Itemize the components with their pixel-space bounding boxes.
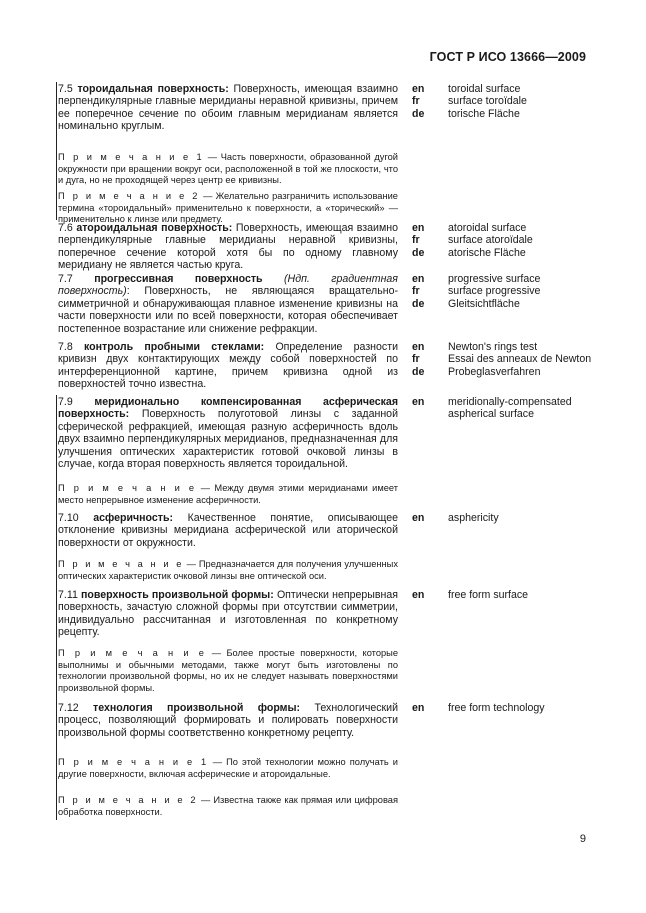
definition-text: : Поверхность, не являющаяся вращательно-симметричной и обнаруживающая плавное изменение кривизны на части поверхности или по всей поверхности, которая обеспечивает постепенное возрастание или снижение рефракции.: [58, 285, 398, 335]
term-definition: 7.10 асферичность: Качественное понятие, описывающее отклонение кривизны меридиана асферической или аторической поверхности от окружности.: [58, 512, 398, 549]
language-equivalents: en meridionally-compensated aspherical surface: [412, 396, 572, 421]
note: П р и м е ч а н и е 1 — Часть поверхности, образованной дугой окружности при вращении вокруг оси, расположенной в той же плоскости, что и дуга, но не проходящей через центр ее кривизны.: [58, 152, 398, 186]
note: П р и м е ч а н и е — Более простые поверхности, которые выполнимы и обычными методами, также могут быть изготовлены по технологии произвольной формы, но их не следует называть поверхностями произвольной формы.: [58, 648, 399, 693]
language-equivalents: en Newton's rings test fr Essai des anneaux de Newton de Probeglasverfahren: [412, 341, 592, 378]
document-header: ГОСТ Р ИСО 13666—2009: [429, 50, 586, 64]
revision-bar: [56, 395, 57, 820]
language-equivalents: en atoroidal surface fr surface atoroïdale de atorische Fläche: [412, 222, 533, 259]
note: П р и м е ч а н и е 1 — По этой технологии можно получать и другие поверхности, включая асферические и атороидальные.: [58, 757, 398, 779]
term-definition: 7.8 контроль пробными стеклами: Определение разности кривизн двух контактирующих между собой поверхностей по интерференционной картине, причем кривизна одной из поверхностей точно известна.: [58, 341, 398, 391]
definition-text: Качественное понятие, описывающее отклонение кривизны меридиана асферической или аторической поверхности от окружности.: [58, 512, 398, 549]
term-name: поверхность произвольной формы:: [81, 589, 274, 601]
note: П р и м е ч а н и е 2 — Желательно разграничить использование термина «тороидальный» применительно к поверхности, а «торический» — применительно к линзе или предмету.: [58, 191, 398, 225]
definition-text: Поверхность, имеющая взаимно перпендикулярные главные меридианы неравной кривизны, причем ее поперечное сечение по обоим главным меридианам является номинально круглым.: [58, 83, 398, 133]
term-definition: 7.7 прогрессивная поверхность (Ндп. градиентная поверхность): Поверхность, не являющаяся вращательно-симметричной и обнаруживающая плавное изменение кривизны на части поверхности или по всей поверхности, которая обеспечивает постепенное возрастание или снижение рефракции.: [58, 273, 398, 335]
revision-bar: [56, 82, 57, 220]
term-definition: 7.9 меридионально компенсированная асферическая поверхность: Поверхность полуготовой линзы с заданной сферической рефракцией, имеющая разную асферичность вдоль двух взаимно перпендикулярных меридианов, предназначенная для улучшения оптических характеристик готовой очковой линзы в случае, когда вторая поверхность является тороидальной.: [58, 396, 399, 471]
term-definition: 7.11 поверхность произвольной формы: Оптически непрерывная поверхность, зачастую сложной формы при отсутствии симметрии, индивидуально рассчитанная и изготовленная по конкретному рецепту.: [58, 589, 398, 639]
deprecated-term: (Ндп. градиентная поверхность): [58, 273, 398, 298]
term-name: прогрессивная поверхность: [94, 273, 263, 285]
definition-text: Технологический процесс, позволяющий формировать и полировать поверхности произвольной формы соответственно конкретному рецепту.: [58, 702, 398, 739]
language-equivalents: en progressive surface fr surface progressive de Gleitsichtfläche: [412, 273, 541, 310]
language-equivalents: en free form surface: [412, 589, 529, 601]
term-name: атороидальная поверхность:: [76, 222, 233, 234]
term-definition: 7.5 тороидальная поверхность: Поверхность, имеющая взаимно перпендикулярные главные меридианы неравной кривизны, причем ее поперечное сечение по обоим главным меридианам является номинально круглым.: [58, 83, 398, 133]
page-number: 9: [579, 833, 586, 845]
note: П р и м е ч а н и е 2 — Известна также как прямая или цифровая обработка поверхности.: [58, 795, 398, 817]
definition-text: Поверхность, имеющая взаимно перпендикулярные главные меридианы неравной кривизны, поперечное сечение которой хотя бы по одному главному меридиану не является частью круга.: [58, 222, 398, 272]
term-definition: 7.6 атороидальная поверхность: Поверхность, имеющая взаимно перпендикулярные главные меридианы неравной кривизны, поперечное сечение которой хотя бы по одному главному меридиану не является частью круга.: [58, 222, 398, 272]
definition-text: Оптически непрерывная поверхность, зачастую сложной формы при отсутствии симметрии, индивидуально рассчитанная и изготовленная по конкретному рецепту.: [58, 589, 398, 639]
definition-text: Поверхность полуготовой линзы с заданной сферической рефракцией, имеющая разную асферичность вдоль двух взаимно перпендикулярных меридианов, предназначенная для улучшения оптических характеристик готовой очковой линзы в случае, когда вторая поверхность является тороидальной.: [58, 408, 398, 471]
definition-text: Определение разности кривизн двух контактирующих между собой поверхностей по интерференционной картине, причем кривизна одной из поверхностей точно известна.: [58, 341, 398, 391]
term-name: асферичность:: [93, 512, 173, 524]
term-name: контроль пробными стеклами:: [83, 341, 265, 353]
note: П р и м е ч а н и е — Между двумя этими меридианами имеет место непрерывное изменение асферичности.: [58, 483, 399, 505]
term-name: меридионально компенсированная асферическая поверхность:: [58, 396, 399, 421]
language-equivalents: en free form technology: [412, 702, 545, 714]
language-equivalents: en toroidal surface fr surface toroïdale de torische Fläche: [412, 83, 527, 120]
language-equivalents: en asphericity: [412, 512, 499, 524]
note: П р и м е ч а н и е — Предназначается для получения улучшенных оптических характеристик очковой линзы вне оптической оси.: [58, 559, 398, 581]
term-name: тороидальная поверхность:: [77, 83, 229, 95]
term-definition: 7.12 технология произвольной формы: Технологический процесс, позволяющий формировать и полировать поверхности произвольной формы соответственно конкретному рецепту.: [58, 702, 398, 739]
term-name: технология произвольной формы:: [93, 702, 301, 714]
